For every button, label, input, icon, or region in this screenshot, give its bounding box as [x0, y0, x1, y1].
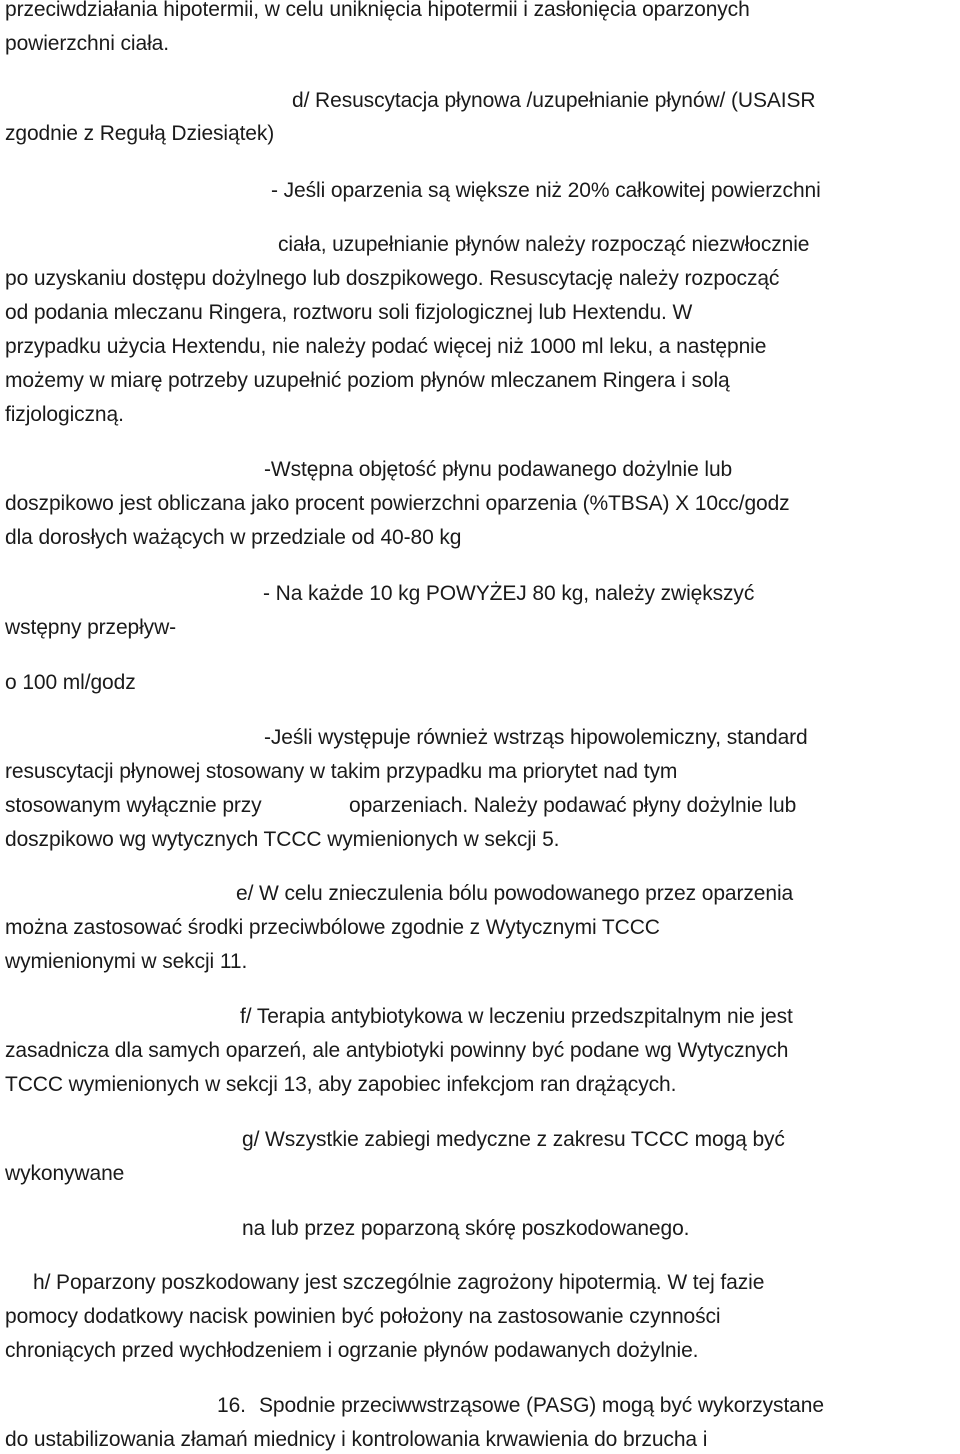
text-line: wykonywane [5, 1162, 125, 1185]
text-line: -Wstępna objętość płynu podawanego dożylnie lub [264, 458, 733, 481]
text-line: możemy w miarę potrzeby uzupełnić poziom płynów mleczanem Ringera i solą [5, 369, 730, 392]
text-line: powierzchni ciała. [5, 32, 169, 55]
text-line: do ustabilizowania złamań miednicy i kontrolowania krwawienia do brzucha i [5, 1428, 708, 1451]
text-line: doszpikowo wg wytycznych TCCC wymienionych w sekcji 5. [5, 828, 560, 851]
section-f-heading: f/ Terapia antybiotykowa w leczeniu przedszpitalnym nie jest [240, 1005, 793, 1028]
text-line: Spodnie przeciwwstrząsowe (PASG) mogą być wykorzystane [259, 1394, 824, 1417]
text-line: - Na każde 10 kg POWYŻEJ 80 kg, należy zwiększyć [263, 582, 755, 605]
text-line: - Jeśli oparzenia są większe niż 20% całkowitej powierzchni [271, 179, 821, 202]
text-line: o 100 ml/godz [5, 671, 136, 694]
text-line: stosowanym wyłącznie przy [5, 794, 262, 817]
section-h-heading: h/ Poparzony poszkodowany jest szczególnie zagrożony hipotermią. W tej fazie [33, 1271, 765, 1294]
text-line: zasadnicza dla samych oparzeń, ale antybiotyki powinny być podane wg Wytycznych [5, 1039, 789, 1062]
text-line: po uzyskaniu dostępu dożylnego lub doszpikowego. Resuscytację należy rozpocząć [5, 267, 780, 290]
section-g-heading: g/ Wszystkie zabiegi medyczne z zakresu TCCC mogą być [242, 1128, 785, 1151]
text-line: fizjologiczną. [5, 403, 124, 426]
text-line: dla dorosłych ważących w przedziale od 40-80 kg [5, 526, 462, 549]
text-line: -Jeśli występuje również wstrząs hipowolemiczny, standard [264, 726, 808, 749]
text-line: chroniących przed wychłodzeniem i ogrzanie płynów podawanych dożylnie. [5, 1339, 699, 1362]
text-line: wstępny przepływ- [5, 616, 177, 639]
text-line: na lub przez poparzoną skórę poszkodowanego. [242, 1217, 690, 1240]
section-number-16: 16. [217, 1394, 246, 1417]
text-line: TCCC wymienionych w sekcji 13, aby zapobiec infekcjom ran drążących. [5, 1073, 677, 1096]
text-line: pomocy dodatkowy nacisk powinien być położony na zastosowanie czynności [5, 1305, 721, 1328]
text-line: doszpikowo jest obliczana jako procent powierzchni oparzenia (%TBSA) X 10cc/godz [5, 492, 790, 515]
text-line: przeciwdziałania hipotermii, w celu uniknięcia hipotermii i zasłonięcia oparzonych [5, 0, 750, 21]
text-line: ciała, uzupełnianie płynów należy rozpocząć niezwłocznie [278, 233, 810, 256]
section-d-heading: d/ Resuscytacja płynowa /uzupełnianie płynów/ (USAISR [292, 89, 816, 112]
text-line: można zastosować środki przeciwbólowe zgodnie z Wytycznymi TCCC [5, 916, 660, 939]
text-line: wymienionymi w sekcji 11. [5, 950, 248, 973]
text-line: zgodnie z Regułą Dziesiątek) [5, 122, 275, 145]
text-line: od podania mleczanu Ringera, roztworu soli fizjologicznej lub Hextendu. W [5, 301, 693, 324]
section-e-heading: e/ W celu znieczulenia bólu powodowanego przez oparzenia [236, 882, 794, 905]
text-line: oparzeniach. Należy podawać płyny dożylnie lub [349, 794, 797, 817]
text-line: przypadku użycia Hextendu, nie należy podać więcej niż 1000 ml leku, a następnie [5, 335, 767, 358]
text-line: resuscytacji płynowej stosowany w takim przypadku ma priorytet nad tym [5, 760, 678, 783]
